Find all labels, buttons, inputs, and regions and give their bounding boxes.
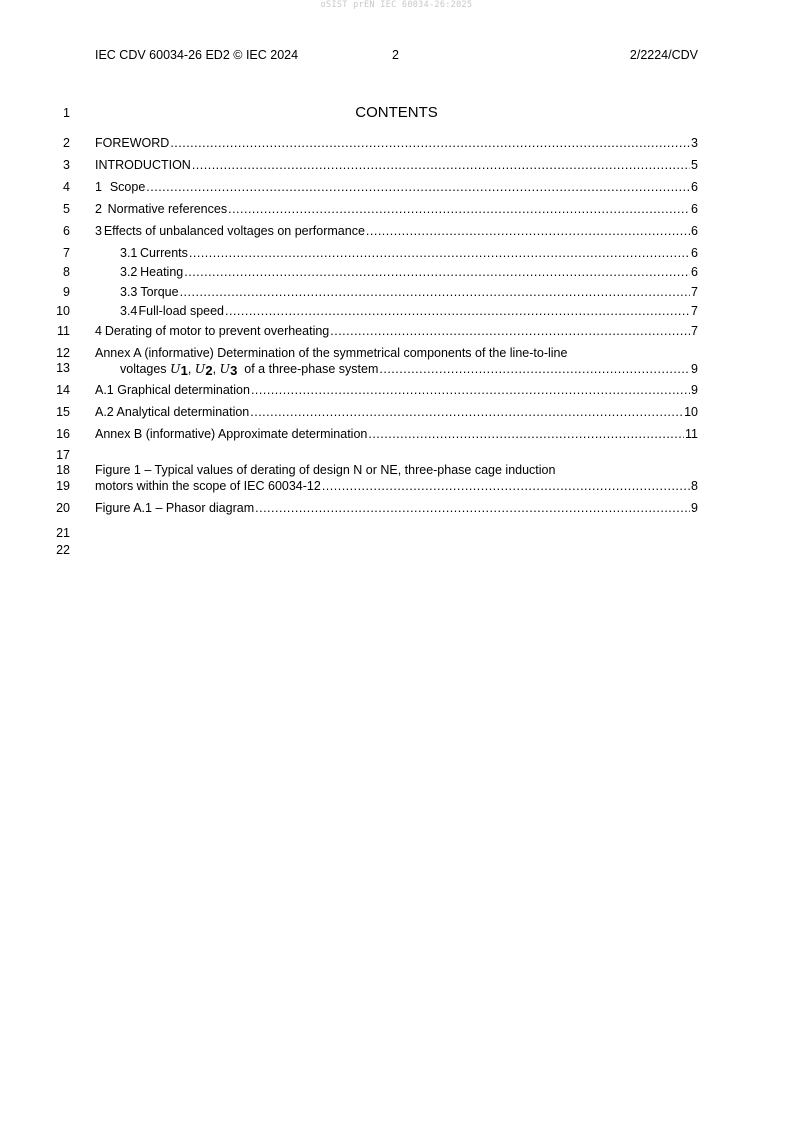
u1-symbol: U1 — [170, 361, 188, 378]
annex-a-suffix: of a three-phase system — [244, 362, 379, 376]
toc-entry-currents[interactable] — [120, 246, 698, 262]
toc-leader-dots — [184, 265, 690, 279]
toc-page-number: 7 — [691, 304, 698, 318]
toc-leader-dots — [225, 304, 690, 318]
toc-page-number: 8 — [691, 479, 698, 493]
toc-page-number: 5 — [691, 158, 698, 172]
toc-page-number: 11 — [685, 427, 698, 441]
toc-section-number: 3 — [95, 224, 102, 238]
line-number: 4 — [63, 180, 70, 194]
toc-entry-scope[interactable] — [95, 180, 698, 196]
toc-entry-introduction[interactable] — [95, 158, 698, 174]
toc-leader-dots — [251, 383, 690, 397]
line-number: 19 — [56, 479, 70, 493]
u2-symbol: U2 — [194, 361, 213, 378]
toc-section-number: 3.4 — [120, 304, 138, 318]
line-number: 3 — [63, 158, 70, 172]
line-number: 7 — [63, 246, 70, 260]
toc-leader-dots — [379, 362, 690, 376]
line-number: 12 — [56, 346, 70, 360]
toc-page-number: 6 — [691, 202, 698, 216]
header-page-number: 2 — [392, 48, 399, 62]
toc-page-number: 10 — [684, 405, 698, 419]
line-number: 16 — [56, 427, 70, 441]
toc-entry-figure-1-line1[interactable]: Figure 1 – Typical values of derating of design N or NE, three-phase cage induction — [95, 463, 556, 477]
toc-entry-torque[interactable] — [120, 285, 698, 301]
toc-leader-dots — [228, 202, 690, 216]
watermark-text: oSIST prEN IEC 60034-26:2025 — [320, 0, 473, 10]
toc-entry-annex-a-line1[interactable]: Annex A (informative) Determination of the symmetrical components of the line-to-line — [95, 346, 568, 360]
line-number: 5 — [63, 202, 70, 216]
toc-entry-title: motors within the scope of IEC 60034-12 — [95, 479, 321, 493]
toc-leader-dots — [146, 180, 690, 194]
line-number: 18 — [56, 463, 70, 477]
toc-page-number: 7 — [691, 285, 698, 299]
page-title: CONTENTS — [355, 104, 438, 121]
toc-entry-title: Torque — [140, 285, 179, 299]
line-number: 10 — [56, 304, 70, 318]
toc-entry-full-load-speed[interactable] — [120, 304, 698, 320]
header-doc-id: IEC CDV 60034-26 ED2 © IEC 2024 — [95, 48, 299, 62]
toc-section-number: 1 — [95, 180, 102, 194]
toc-entry-title: INTRODUCTION — [95, 158, 191, 172]
toc-section-number: 3.3 — [120, 285, 138, 299]
line-number: 13 — [56, 361, 70, 375]
toc-page-number: 7 — [691, 324, 698, 338]
toc-entry-figure-1[interactable] — [95, 479, 698, 495]
toc-section-number: 3.1 — [120, 246, 138, 260]
line-number: 22 — [56, 543, 70, 557]
toc-entry-annex-a[interactable] — [120, 361, 698, 377]
toc-leader-dots — [192, 158, 690, 172]
toc-entry-title: FOREWORD — [95, 136, 170, 150]
toc-leader-dots — [180, 285, 690, 299]
toc-entry-title: Full-load speed — [138, 304, 224, 318]
toc-leader-dots — [170, 136, 690, 150]
line-number: 11 — [57, 324, 70, 338]
toc-leader-dots — [330, 324, 690, 338]
toc-page-number: 9 — [691, 501, 698, 515]
toc-page-number: 3 — [691, 136, 698, 150]
toc-section-number: 4 — [95, 324, 102, 338]
toc-leader-dots — [322, 479, 690, 493]
toc-page-number: 9 — [691, 362, 698, 376]
toc-entry-title: A.1 Graphical determination — [95, 383, 250, 397]
line-number: 2 — [63, 136, 70, 150]
toc-leader-dots — [255, 501, 690, 515]
u3-symbol: U3 — [219, 361, 238, 378]
toc-entry-title: A.2 Analytical determination — [95, 405, 250, 419]
toc-section-number: 2 — [95, 202, 102, 216]
header-ref: 2/2224/CDV — [629, 48, 698, 62]
toc-entry-effects[interactable] — [95, 224, 698, 240]
toc-entry-title: Scope — [109, 180, 146, 194]
toc-entry-title: Figure A.1 – Phasor diagram — [95, 501, 255, 515]
toc-page-number: 6 — [691, 246, 698, 260]
annex-a-voltages-label: voltages — [120, 362, 167, 376]
toc-leader-dots — [250, 405, 683, 419]
toc-entry-title: Effects of unbalanced voltages on performance — [103, 224, 365, 238]
toc-entry-a1[interactable] — [95, 383, 698, 399]
toc-page-number: 6 — [691, 265, 698, 279]
toc-entry-a2[interactable] — [95, 405, 698, 421]
toc-entry-title: Normative references — [107, 202, 228, 216]
toc-entry-heating[interactable] — [120, 265, 698, 281]
line-number: 6 — [63, 224, 70, 238]
line-number: 8 — [63, 265, 70, 279]
line-number: 9 — [63, 285, 70, 299]
toc-entry-title: Heating — [140, 265, 184, 279]
toc-page-number: 6 — [691, 180, 698, 194]
line-number: 20 — [56, 501, 70, 515]
line-number: 15 — [56, 405, 70, 419]
toc-entry-title: Annex B (informative) Approximate determination — [95, 427, 368, 441]
toc-leader-dots — [366, 224, 690, 238]
toc-entry-title: Derating of motor to prevent overheating — [104, 324, 330, 338]
toc-page-number: 6 — [691, 224, 698, 238]
toc-entry-normative-references[interactable] — [95, 202, 698, 218]
toc-entry-figure-a1[interactable] — [95, 501, 698, 517]
toc-entry-title: voltages U1, U2, U3 of a three-phase system — [120, 361, 379, 378]
line-number: 1 — [63, 106, 70, 120]
toc-entry-annex-b[interactable] — [95, 427, 698, 443]
line-number: 17 — [56, 448, 70, 462]
toc-page-number: 9 — [691, 383, 698, 397]
toc-entry-foreword[interactable] — [95, 136, 698, 152]
line-number: 21 — [56, 526, 70, 540]
toc-section-number: 3.2 — [120, 265, 138, 279]
toc-entry-derating[interactable] — [95, 324, 698, 340]
toc-entry-title: Currents — [139, 246, 188, 260]
line-number: 14 — [56, 383, 70, 397]
toc-leader-dots — [368, 427, 684, 441]
toc-leader-dots — [189, 246, 690, 260]
